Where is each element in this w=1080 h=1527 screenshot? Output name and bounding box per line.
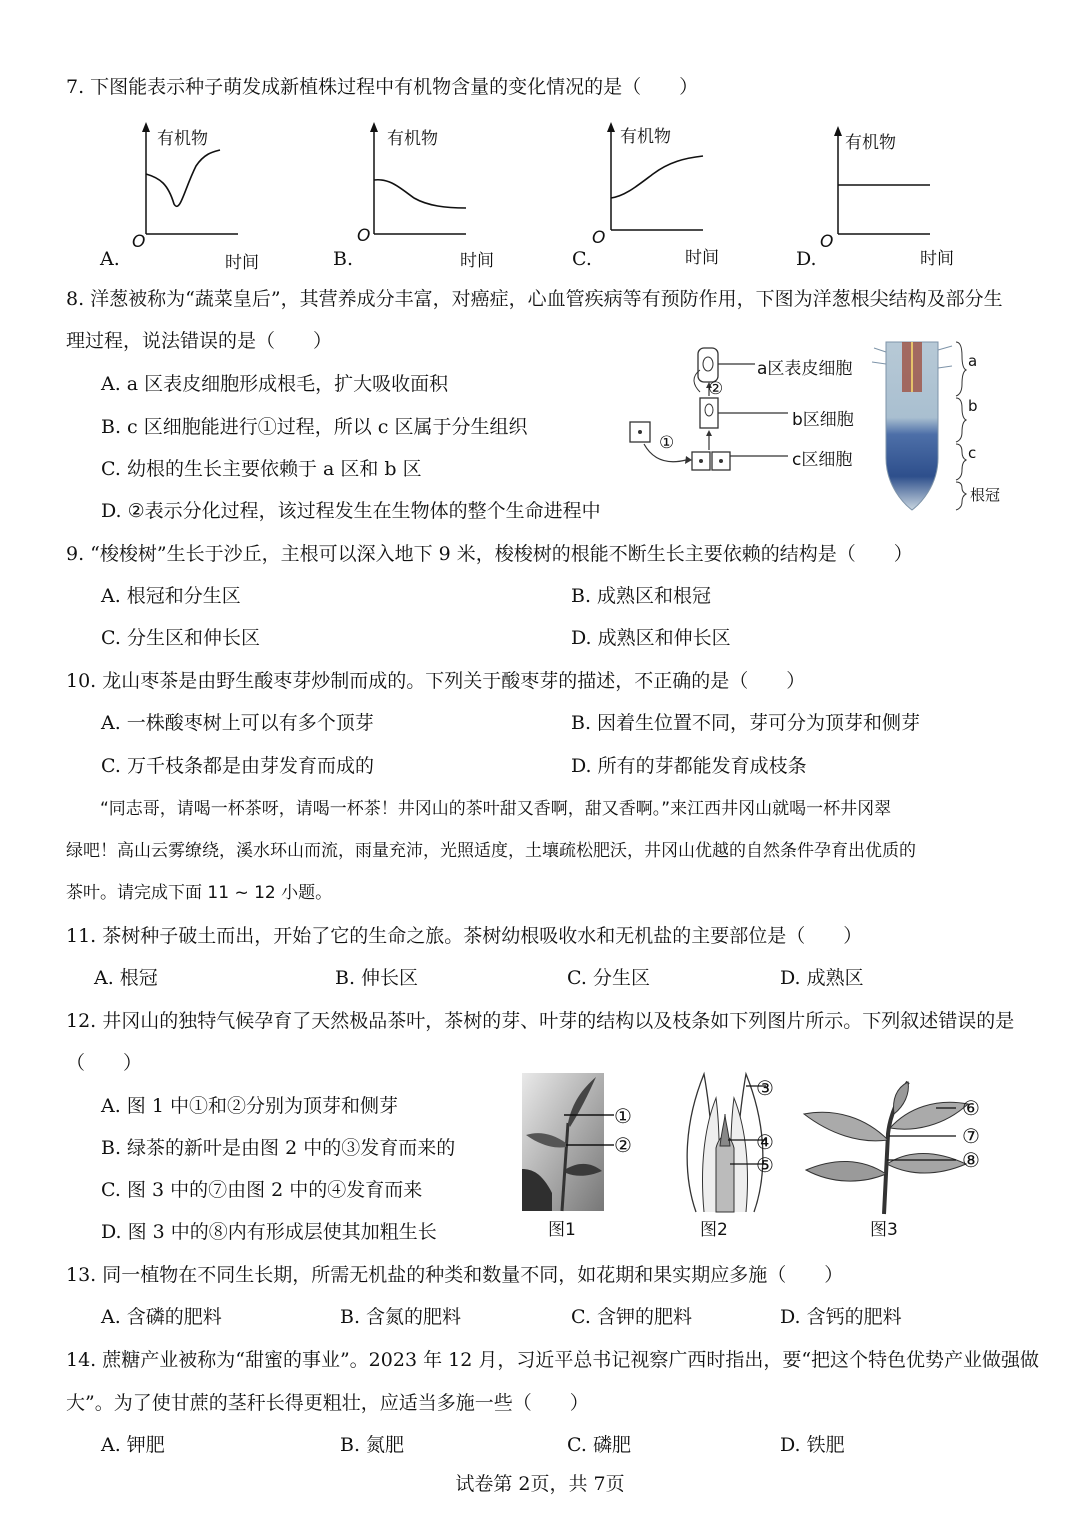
q12-stem-line2: （ ）: [66, 1052, 143, 1074]
page-footer: 试卷第 2页，共 7页: [455, 1473, 625, 1495]
q13-stem: 13. 同一植物在不同生长期，所需无机盐的种类和数量不同，如花期和果实期应多施（ ）: [66, 1264, 844, 1286]
passage-line-3: 茶叶。请完成下面 11 ~ 12 小题。: [66, 883, 333, 903]
passage-line-2: 绿吧！高山云雾缭绕，溪水环山而流，雨量充沛，光照适度，土壤疏松肥沃，井冈山优越的自然条件孕育出优质的: [66, 841, 916, 861]
q12-fig1-photo: [522, 1073, 604, 1211]
q12-fig1-marker-2: ②: [614, 1133, 632, 1157]
q10-stem: 10. 龙山枣茶是由野生酸枣芽炒制而成的。下列关于酸枣芽的描述，不正确的是（ ）: [66, 670, 806, 692]
q7-a-ylabel: 有机物: [157, 129, 208, 149]
q10-option-a: A. 一株酸枣树上可以有多个顶芽: [101, 712, 374, 734]
q8-option-a: A. a 区表皮细胞形成根毛，扩大吸收面积: [101, 373, 449, 395]
q9-option-a: A. 根冠和分生区: [101, 585, 241, 607]
q7-d-ylabel: 有机物: [845, 133, 896, 153]
q11-option-d: D. 成熟区: [780, 967, 864, 989]
q7-c-ylabel: 有机物: [620, 127, 671, 147]
q12-stem-line1: 12. 井冈山的独特气候孕育了天然极品茶叶，茶树的芽、叶芽的结构以及枝条如下列图片所示。下列叙述错误的是: [66, 1010, 1015, 1032]
q7-b-xlabel: 时间: [460, 251, 494, 271]
q12-option-b: B. 绿茶的新叶是由图 2 中的③发育而来的: [101, 1137, 456, 1159]
q13-option-b: B. 含氮的肥料: [340, 1306, 462, 1328]
q9-option-d: D. 成熟区和伸长区: [571, 627, 731, 649]
q10-option-b: B. 因着生位置不同，芽可分为顶芽和侧芽: [571, 712, 921, 734]
q14-stem-line1: 14. 蔗糖产业被称为“甜蜜的事业”。2023 年 12 月，习近平总书记视察广西时指出，要“把这个特色优势产业做强做: [66, 1349, 1040, 1371]
q11-option-c: C. 分生区: [567, 967, 650, 989]
q8-zone-root-cap: 根冠: [970, 486, 1001, 504]
q7-d-letter: D.: [796, 248, 817, 270]
passage-line-1: “同志哥，请喝一杯茶呀，请喝一杯茶！井冈山的茶叶甜又香啊，甜又香啊。”来江西井冈山就喝一杯井冈翠: [100, 799, 892, 819]
q12-fig2-marker-5: ⑤: [756, 1153, 774, 1177]
q7-a-letter: A.: [100, 248, 120, 270]
q8-zone-a: a: [968, 352, 978, 370]
q7-a-origin: O: [132, 232, 146, 252]
q11-stem: 11. 茶树种子破土而出，开始了它的生命之旅。茶树幼根吸收水和无机盐的主要部位是（ ）: [66, 925, 863, 947]
q11-option-a: A. 根冠: [94, 967, 158, 989]
q7-d-origin: O: [820, 232, 834, 252]
q12-option-d: D. 图 3 中的⑧内有形成层使其加粗生长: [101, 1221, 437, 1243]
q7-c-xlabel: 时间: [685, 248, 719, 268]
q8-zone-b: b: [968, 397, 978, 415]
q7-stem: 7. 下图能表示种子萌发成新植株过程中有机物含量的变化情况的是（ ）: [66, 76, 699, 98]
q7-b-ylabel: 有机物: [387, 129, 438, 149]
q14-option-a: A. 钾肥: [101, 1434, 165, 1456]
q7-b-origin: O: [357, 226, 371, 246]
q14-stem-line2: 大”。为了使甘蔗的茎秆长得更粗壮，应适当多施一些（ ）: [66, 1392, 589, 1414]
q8-fig-step1: ①: [659, 433, 675, 453]
q8-fig-step2: ②: [708, 379, 724, 399]
q12-fig2-marker-3: ③: [756, 1076, 774, 1100]
q12-option-c: C. 图 3 中的⑦由图 2 中的④发育而来: [101, 1179, 423, 1201]
q12-fig3-marker-7: ⑦: [962, 1124, 980, 1148]
q13-option-a: A. 含磷的肥料: [101, 1306, 222, 1328]
q12-fig3-caption: 图3: [870, 1220, 898, 1240]
q14-option-d: D. 铁肥: [780, 1434, 845, 1456]
q14-option-b: B. 氮肥: [340, 1434, 405, 1456]
q9-stem: 9. “梭梭树”生长于沙丘，主根可以深入地下 9 米，梭梭树的根能不断生长主要依赖的结构是（ ）: [66, 543, 913, 565]
q12-fig2-caption: 图2: [700, 1220, 728, 1240]
q12-fig2-marker-4: ④: [756, 1130, 774, 1154]
q8-fig-c-cell-label: c区细胞: [792, 450, 853, 470]
q9-option-b: B. 成熟区和根冠: [571, 585, 712, 607]
q12-fig3-marker-6: ⑥: [962, 1096, 980, 1120]
q12-fig1-caption: 图1: [548, 1220, 576, 1240]
q12-option-a: A. 图 1 中①和②分别为顶芽和侧芽: [101, 1095, 398, 1117]
q8-stem-line2: 理过程，说法错误的是（ ）: [66, 330, 333, 352]
q7-a-xlabel: 时间: [225, 253, 259, 273]
q8-fig-b-cell-label: b区细胞: [792, 410, 854, 430]
q7-c-origin: O: [592, 228, 606, 248]
q8-option-d: D. ②表示分化过程，该过程发生在生物体的整个生命进程中: [101, 500, 601, 522]
q10-option-d: D. 所有的芽都能发育成枝条: [571, 755, 807, 777]
q8-stem-line1: 8. 洋葱被称为“蔬菜皇后”，其营养成分丰富，对癌症，心血管疾病等有预防作用，下图为洋葱根尖结构及部分生: [66, 288, 1003, 310]
q8-option-c: C. 幼根的生长主要依赖于 a 区和 b 区: [101, 458, 422, 480]
q7-d-xlabel: 时间: [920, 249, 954, 269]
q10-option-c: C. 万千枝条都是由芽发育而成的: [101, 755, 374, 777]
q13-option-d: D. 含钙的肥料: [780, 1306, 902, 1328]
q8-option-b: B. c 区细胞能进行①过程，所以 c 区属于分生组织: [101, 416, 528, 438]
q11-option-b: B. 伸长区: [335, 967, 419, 989]
q14-option-c: C. 磷肥: [567, 1434, 631, 1456]
q8-fig-a-cell-label: a区表皮细胞: [757, 359, 853, 379]
q7-b-letter: B.: [333, 248, 354, 270]
q8-zone-c: c: [968, 444, 977, 462]
q12-fig1-marker-1: ①: [614, 1104, 632, 1128]
q12-fig3-marker-8: ⑧: [962, 1148, 980, 1172]
q9-option-c: C. 分生区和伸长区: [101, 627, 260, 649]
q13-option-c: C. 含钾的肥料: [571, 1306, 692, 1328]
q7-c-letter: C.: [572, 248, 592, 270]
